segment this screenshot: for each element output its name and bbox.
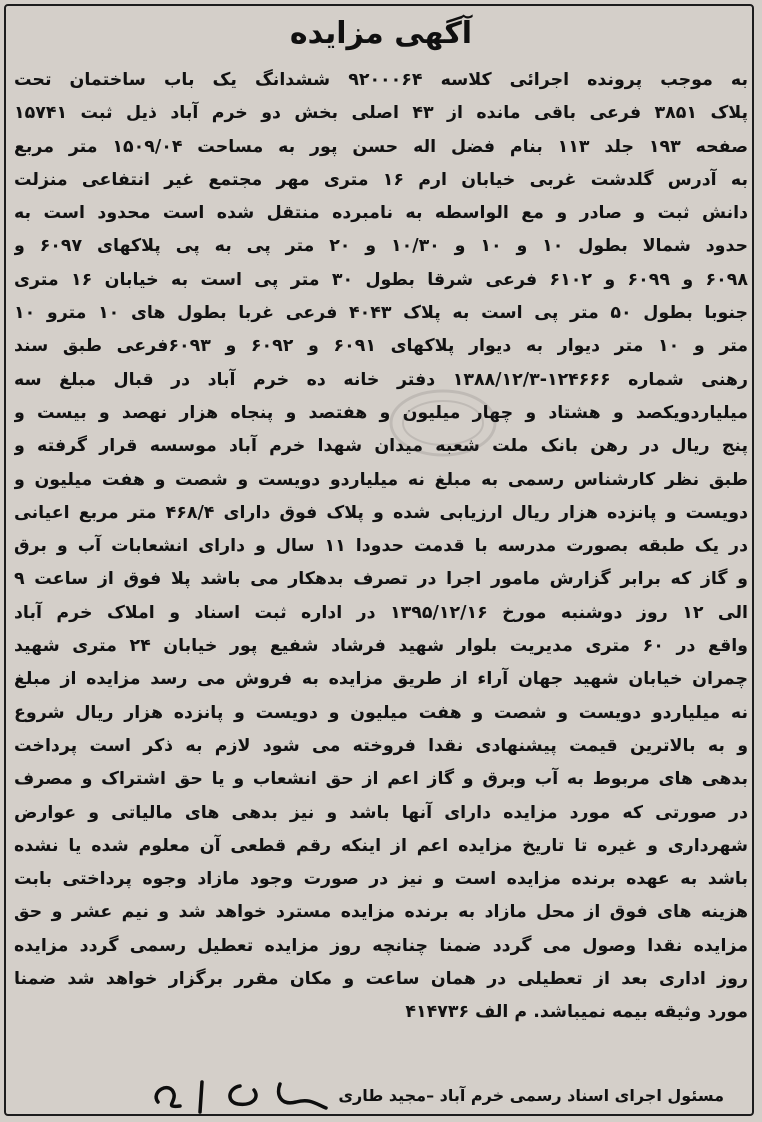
notice-line-13: طبق نظر کارشناس رسمی به مبلغ نه میلیاردو دویست و شصت و هفت میلیون و	[14, 469, 748, 490]
notice-line-24: شهرداری و غیره تا تاریخ مزایده اعم از اینکه رقم قطعی آن معلوم شده یا نشده	[14, 835, 748, 856]
notice-line-4: به آدرس گلدشت غربی خیابان ارم ۱۶ متری مهر مجتمع غیر انتفاعی منزلت	[14, 169, 748, 190]
notice-line-6: حدود شمالا بطول ۱۰ و ۱۰ و ۱۰/۳۰ و ۲۰ متر پی به پی پلاکهای ۶۰۹۷ و	[14, 236, 748, 257]
watermark-stamp	[388, 388, 498, 458]
notice-line-19: چمران خیابان شهید جهان آراء از طریق مزایده به فروش می رسد مزایده از مبلغ	[14, 669, 748, 690]
notice-body	[14, 64, 748, 1030]
notice-line-23: در صورتی که مورد مزایده دارای آنها باشد و نیز بدهی های مالیاتی و عوارض	[14, 802, 748, 823]
notice-line-27: مزایده نقدا وصول می گردد ضمنا چنانچه روز مزایده تعطیل رسمی گردد مزایده	[14, 935, 748, 956]
notice-line-18: واقع در ۶۰ متری مدیریت بلوار شهید فرشاد شفیع پور خیابان ۲۴ متری شهید	[14, 636, 748, 657]
notice-line-17: الی ۱۲ روز دوشنبه مورخ ۱۳۹۵/۱۲/۱۶ در اداره ثبت اسناد و املاک خرم آباد	[14, 602, 748, 623]
notice-line-8: جنوبا بطول ۵۰ متر پی است به پلاک ۴۰۴۳ فرعی غربا بطول های ۱۰ مترو ۱۰	[14, 303, 748, 324]
notice-line-14: دویست و پانزده هزار ریال ارزیابی شده و پلاک فوق دارای ۴۶۸/۴ متر مربع اعیانی	[14, 502, 748, 523]
notice-line-12: پنج ریال در رهن بانک ملت شعبه میدان شهدا خرم آباد موسسه قرار گرفته و	[14, 436, 748, 457]
notice-line-7: ۶۰۹۸ و ۶۰۹۹ و ۶۱۰۲ فرعی شرقا بطول ۳۰ متر پی است به خیابان ۱۶ متری	[14, 269, 748, 290]
notice-line-20: نه میلیاردو دویست و شصت و هفت میلیون و دویست و پانزده هزار ریال شروع	[14, 702, 748, 723]
notice-line-10: رهنی شماره ۱۲۴۶۶۶-۱۳۸۸/۱۲/۳ دفتر خانه ده خرم آباد در قبال مبلغ سه	[14, 369, 748, 390]
notice-line-1: به موجب پرونده اجرائی کلاسه ۹۲۰۰۰۶۴ ششدانگ یک باب ساختمان تحت	[14, 70, 748, 90]
notice-title: آگهی مزایده	[289, 16, 473, 51]
notice-line-5: دانش ثبت و صادر و مع الواسطه به نامبرده منتقل شده است محدود است به	[14, 203, 748, 224]
notice-line-15: در یک طبقه بصورت مدرسه با قدمت حدودا ۱۱ سال و دارای انشعابات آب و برق	[14, 536, 748, 557]
notice-line-26: هزینه های فوق از محل مازاد به برنده مزایده مسترد خواهد شد و نیم عشر و حق	[14, 902, 748, 923]
signature-line: مسئول اجرای اسناد رسمی خرم آباد –مجید طاری	[338, 1086, 724, 1105]
notice-line-2: پلاک ۳۸۵۱ فرعی باقی مانده از ۴۳ اصلی بخش دو خرم آباد ذیل ثبت ۱۵۷۴۱	[14, 103, 748, 124]
handwritten-number	[140, 1072, 340, 1118]
notice-line-21: و به بالاترین قیمت پیشنهادی نقدا فروخته می شود لازم به ذکر است پرداخت	[14, 735, 748, 756]
notice-line-28: روز اداری بعد از تعطیلی در همان ساعت و مکان مقرر برگزار خواهد شد ضمنا	[14, 969, 748, 990]
notice-line-29: مورد وثیقه بیمه نمیباشد. م الف ۴۱۴۷۳۶	[405, 1002, 748, 1023]
notice-line-22: بدهی های مربوط به آب وبرق و گاز اعم از حق انشعاب و یا حق اشتراک و مصرف	[14, 769, 748, 790]
notice-line-16: و گاز که برابر گزارش مامور اجرا در تصرف بدهکار می باشد پلا فوق از ساعت ۹	[14, 569, 748, 590]
notice-line-25: باشد به عهده برنده مزایده است و نیز در صورت وجود مازاد وجوه پرداختی بابت	[14, 869, 748, 890]
notice-line-9: متر و ۱۰ متر دیوار به دیوار پلاکهای ۶۰۹۱ و ۶۰۹۲ و ۶۰۹۳فرعی طبق سند	[14, 336, 748, 357]
notice-line-11: میلیاردویکصد و هشتاد و چهار میلیون و هفتصد و پنجاه هزار نهصد و بیست و	[14, 402, 748, 423]
notice-line-3: صفحه ۱۹۳ جلد ۱۱۳ بنام فضل اله حسن پور به مساحت ۱۵۰۹/۰۴ متر مربع	[14, 136, 748, 157]
